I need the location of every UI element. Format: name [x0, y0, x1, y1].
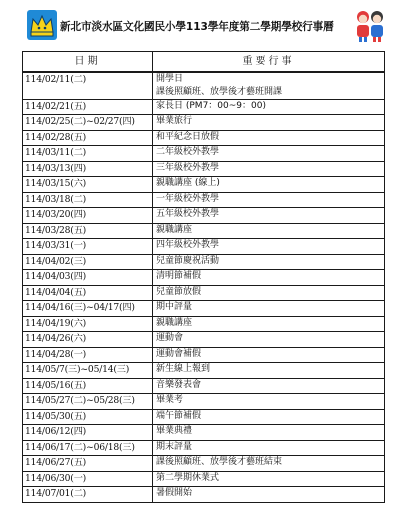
row-date: 114/02/25(二)~02/27(四): [23, 115, 153, 131]
row-date: 114/02/21(五): [23, 99, 153, 115]
table-row: [23, 347, 385, 363]
table-row: [23, 332, 385, 348]
row-events: [153, 440, 385, 456]
page-title: 新北市淡水區文化國民小學113學年度第二學期學校行事曆: [60, 21, 334, 33]
table-row: [23, 378, 385, 394]
table-row: [23, 254, 385, 270]
row-events: [153, 192, 385, 208]
table-row: [23, 301, 385, 317]
event-text: 四年級校外教學: [156, 240, 220, 250]
row-events: [153, 409, 385, 425]
event-text: 兒童節慶祝活動: [156, 255, 220, 266]
row-events: [153, 146, 385, 162]
table-row: [23, 409, 385, 425]
header-date: 日期: [23, 52, 153, 72]
row-events: [153, 285, 385, 301]
table-row: [23, 115, 385, 131]
table-row: [23, 285, 385, 301]
event-text: 畢業旅行: [156, 116, 193, 126]
row-events: [153, 456, 385, 472]
table-row: [23, 99, 385, 115]
row-events: [153, 394, 385, 410]
row-date: 114/04/26(六): [23, 332, 153, 348]
calendar-table: [22, 51, 385, 503]
event-text: 和平紀念日放假: [156, 131, 220, 142]
row-events: [153, 471, 385, 487]
event-text: 家長日 (PM7：00~9：00): [156, 100, 266, 111]
row-date: 114/04/02(三): [23, 254, 153, 270]
row-date: 114/04/16(三)~04/17(四): [23, 301, 153, 317]
row-events: [153, 487, 385, 503]
table-row: [23, 192, 385, 208]
table-header-row: [23, 52, 385, 72]
table-row: [23, 487, 385, 503]
row-date: 114/06/27(五): [23, 456, 153, 472]
table-row: [23, 223, 385, 239]
event-text: 第二學期休業式: [156, 472, 220, 483]
event-text: 運動會: [156, 333, 184, 343]
row-date: 114/03/15(六): [23, 177, 153, 193]
row-events: [153, 316, 385, 332]
event-text: 親職講座: [156, 317, 193, 328]
event-text: 端午節補假: [156, 410, 202, 421]
row-date: 114/05/30(五): [23, 409, 153, 425]
row-events: [153, 115, 385, 131]
row-date: 114/03/31(一): [23, 239, 153, 255]
row-events: [153, 72, 385, 100]
event-text: 畢業考: [156, 395, 184, 405]
event-text: 運動會補假: [156, 348, 202, 359]
event-text: 開學日: [156, 73, 184, 84]
table-row: [23, 440, 385, 456]
header-events: 重要行事: [153, 52, 385, 72]
row-events: [153, 177, 385, 193]
table-row: [23, 146, 385, 162]
event-text: 兒童節放假: [156, 286, 202, 297]
row-events: [153, 99, 385, 115]
table-row: [23, 72, 385, 100]
row-events: [153, 254, 385, 270]
row-events: [153, 363, 385, 379]
row-date: 114/03/11(二): [23, 146, 153, 162]
row-date: 114/03/28(五): [23, 223, 153, 239]
row-date: 114/03/13(四): [23, 161, 153, 177]
row-date: 114/03/18(二): [23, 192, 153, 208]
event-text: 音樂發表會: [156, 379, 202, 390]
event-text: 五年級校外教學: [156, 209, 220, 219]
row-date: 114/05/16(五): [23, 378, 153, 394]
event-text: 清明節補假: [156, 271, 202, 281]
row-events: [153, 161, 385, 177]
crown-logo-icon: [27, 10, 57, 40]
row-date: 114/04/04(五): [23, 285, 153, 301]
event-text: 二年級校外教學: [156, 147, 220, 157]
event-text: 畢業典禮: [156, 426, 193, 436]
table-row: [23, 425, 385, 441]
row-events: [153, 425, 385, 441]
table-row: [23, 394, 385, 410]
event-text: 課後照顧班、放學後才藝班開課: [156, 86, 283, 97]
table-row: [23, 270, 385, 286]
row-date: 114/03/20(四): [23, 208, 153, 224]
table-row: [23, 363, 385, 379]
row-events: [153, 301, 385, 317]
event-text: 親職講座: [156, 224, 193, 235]
row-events: [153, 208, 385, 224]
row-date: 114/07/01(二): [23, 487, 153, 503]
row-events: [153, 332, 385, 348]
row-date: 114/04/28(一): [23, 347, 153, 363]
table-row: [23, 177, 385, 193]
row-events: [153, 347, 385, 363]
row-events: [153, 270, 385, 286]
table-row: [23, 316, 385, 332]
table-row: [23, 208, 385, 224]
row-events: [153, 130, 385, 146]
event-text: 三年級校外教學: [156, 162, 220, 173]
row-date: 114/02/11(二): [23, 72, 153, 100]
row-events: [153, 378, 385, 394]
event-text: 一年級校外教學: [156, 193, 220, 204]
table-body: [23, 72, 385, 503]
row-date: 114/02/28(五): [23, 130, 153, 146]
event-text: 期中評量: [156, 302, 193, 312]
row-date: 114/06/17(二)~06/18(三): [23, 440, 153, 456]
row-date: 114/06/12(四): [23, 425, 153, 441]
table-row: [23, 471, 385, 487]
row-events: [153, 239, 385, 255]
table-row: [23, 239, 385, 255]
calendar-table-container: [22, 51, 384, 503]
event-text: 期末評量: [156, 441, 193, 452]
row-date: 114/06/30(一): [23, 471, 153, 487]
row-date: 114/05/27(二)~05/28(三): [23, 394, 153, 410]
event-text: 新生線上報到: [156, 364, 211, 374]
event-text: 親職講座 (線上): [156, 178, 220, 188]
row-date: 114/04/19(六): [23, 316, 153, 332]
table-row: [23, 161, 385, 177]
page-header: [0, 0, 400, 50]
table-row: [23, 456, 385, 472]
row-events: [153, 223, 385, 239]
table-row: [23, 130, 385, 146]
children-mascot-icon: [352, 9, 388, 43]
row-date: 114/05/7(三)~05/14(三): [23, 363, 153, 379]
event-text: 暑假開始: [156, 488, 193, 498]
row-date: 114/04/03(四): [23, 270, 153, 286]
event-text: 課後照顧班、放學後才藝班結束: [156, 457, 283, 467]
